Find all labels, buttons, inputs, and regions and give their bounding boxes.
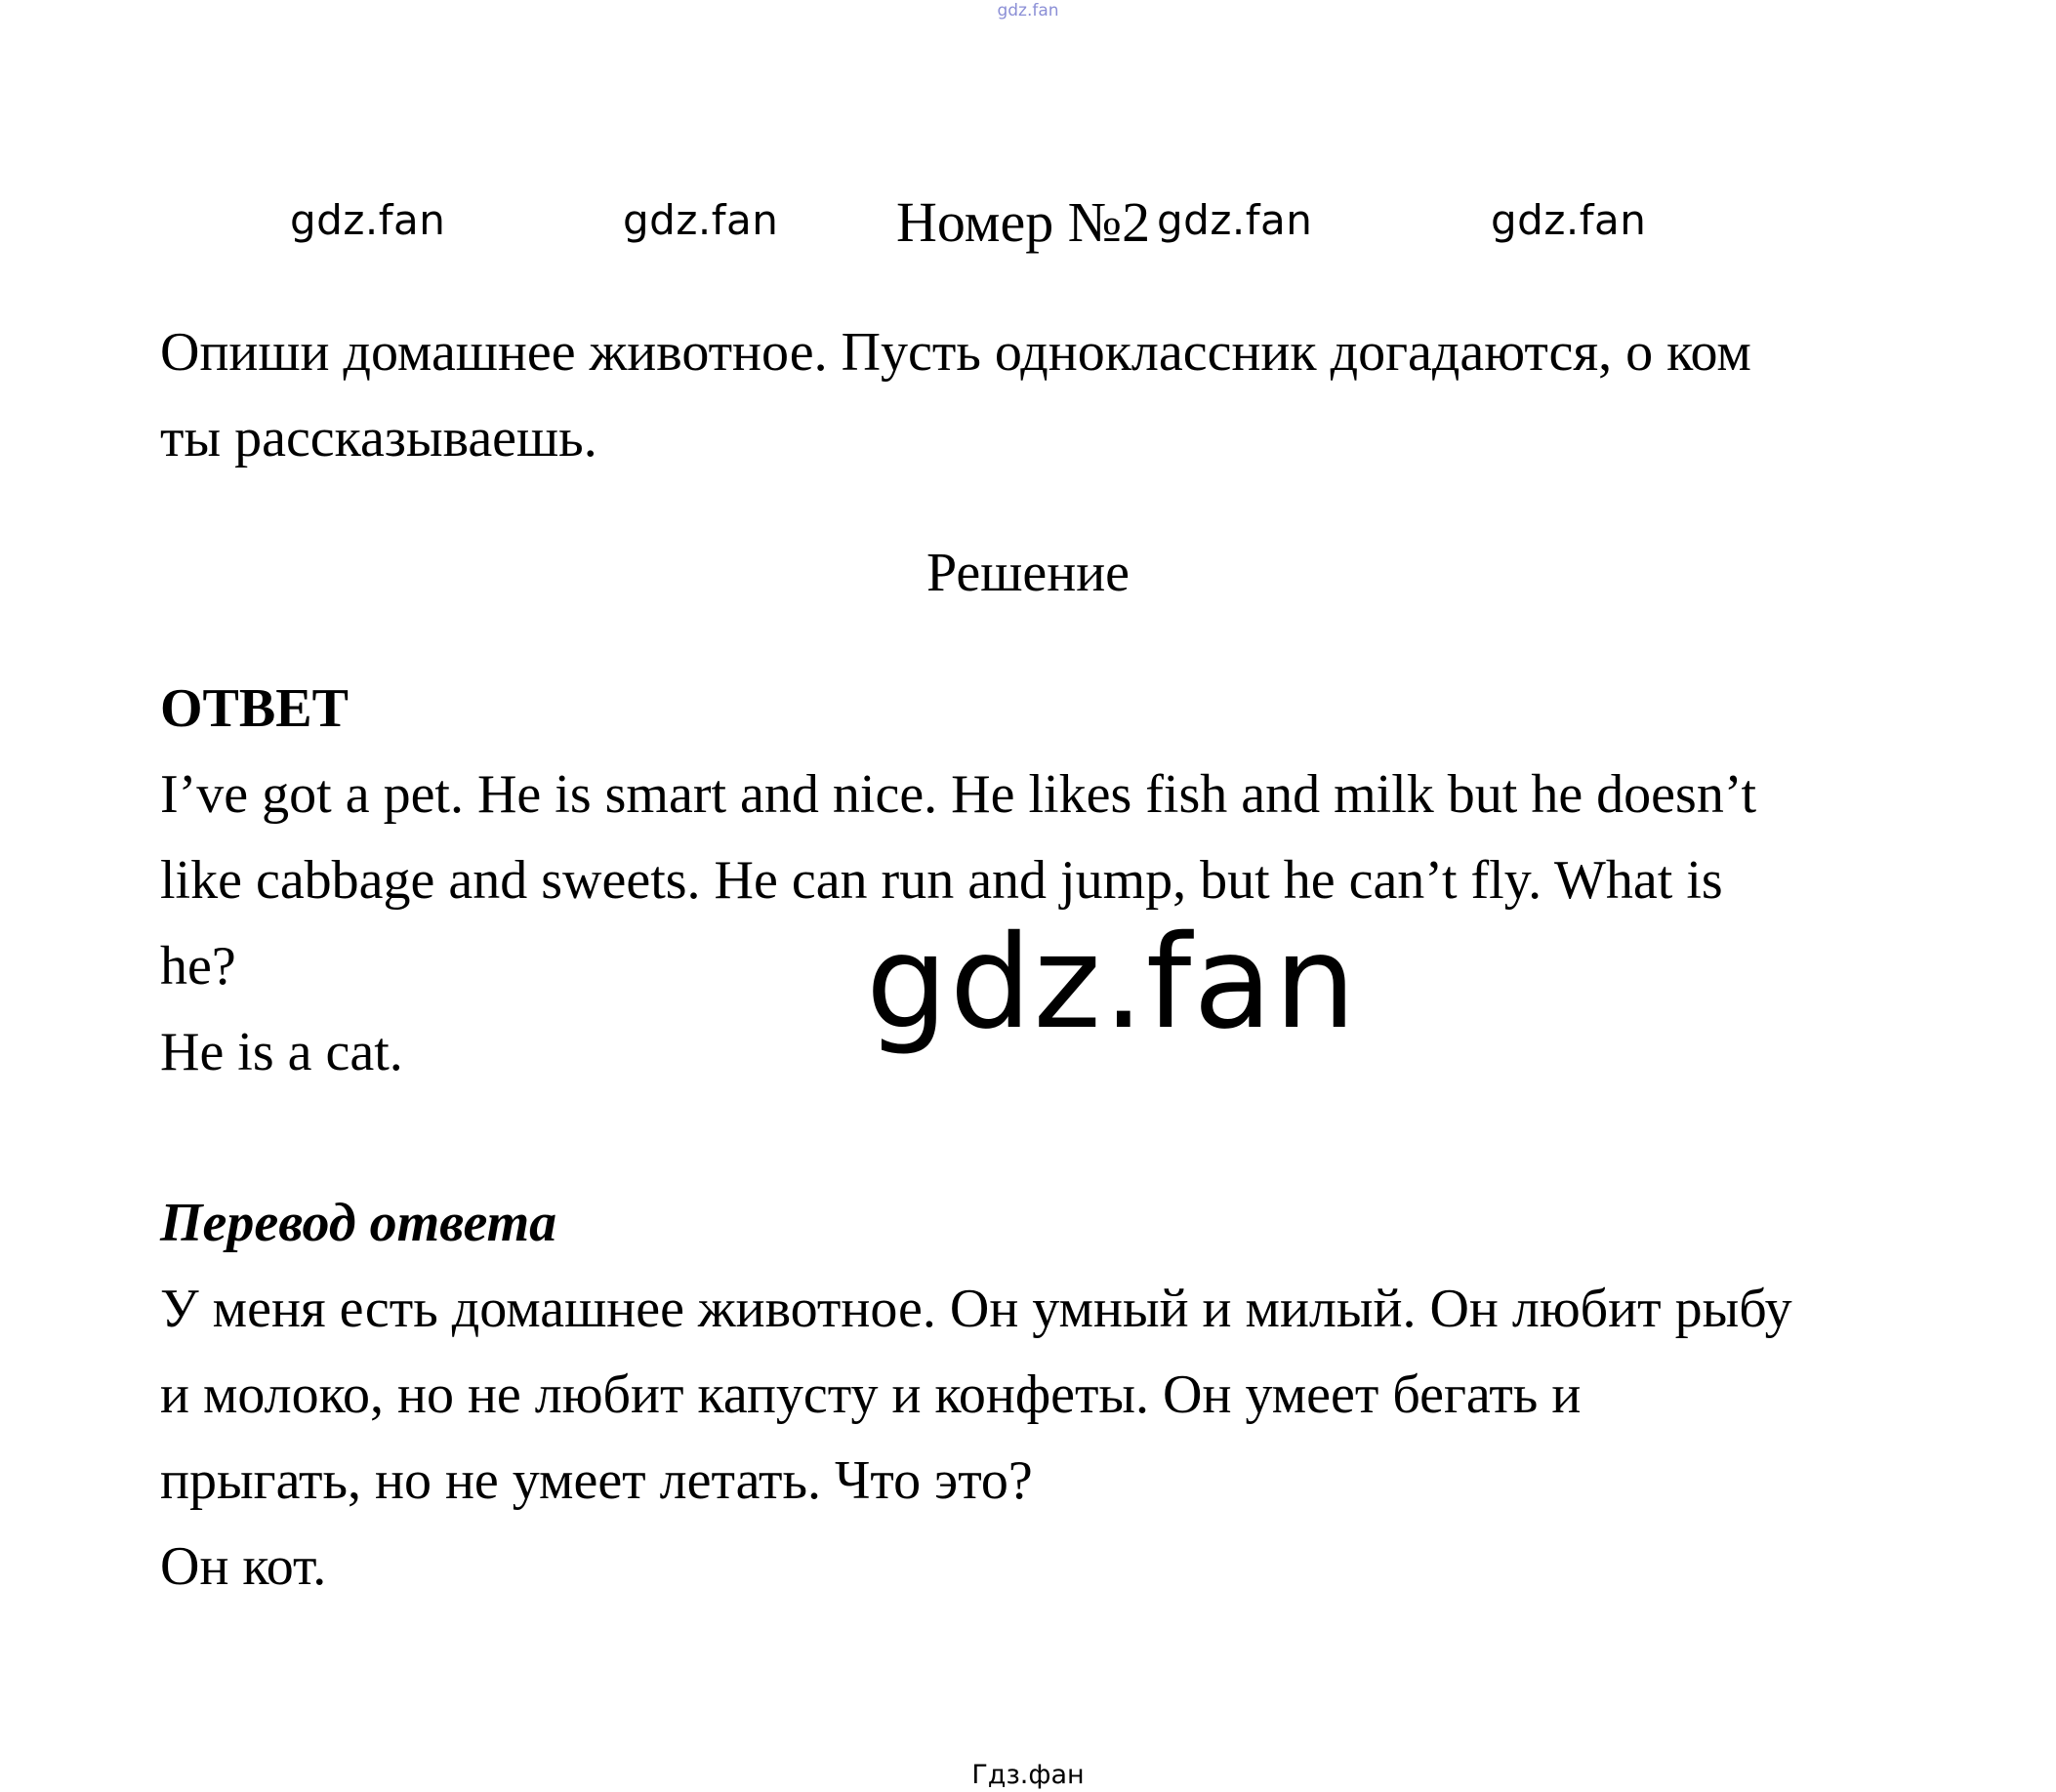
answer-line: he?: [160, 936, 236, 997]
header-watermark-4: gdz.fan: [1491, 196, 1647, 244]
answer-line: He is a cat.: [160, 1022, 403, 1082]
instruction-line: ты рассказываешь.: [160, 408, 597, 468]
task-title: Номер №2: [896, 190, 1151, 254]
header-watermark-3: gdz.fan: [1157, 196, 1313, 244]
header-watermark-1: gdz.fan: [290, 196, 446, 244]
translation-line: Он кот.: [160, 1536, 327, 1597]
answer-line: I’ve got a pet. He is smart and nice. He likes fish and milk but he doesn’t: [160, 764, 1757, 825]
answer-heading: ОТВЕТ: [160, 678, 349, 739]
instruction-line: Опиши домашнее животное. Пусть одноклассник догадаются, о ком: [160, 322, 1751, 383]
top-watermark: gdz.fan: [997, 1, 1059, 20]
solution-heading: Решение: [925, 543, 1131, 603]
translation-line: У меня есть домашнее животное. Он умный и милый. Он любит рыбу: [160, 1279, 1792, 1339]
translation-line: и молоко, но не любит капусту и конфеты. Он умеет бегать и: [160, 1364, 1582, 1425]
header-watermark-2: gdz.fan: [623, 196, 779, 244]
answer-line: like cabbage and sweets. He can run and jump, but he can’t fly. What is: [160, 850, 1723, 911]
center-watermark: gdz.fan: [866, 908, 1358, 1058]
translation-line: прыгать, но не умеет летать. Что это?: [160, 1450, 1033, 1511]
translation-heading: Перевод ответа: [160, 1193, 557, 1253]
footer-watermark: Гдз.фан: [971, 1760, 1085, 1790]
